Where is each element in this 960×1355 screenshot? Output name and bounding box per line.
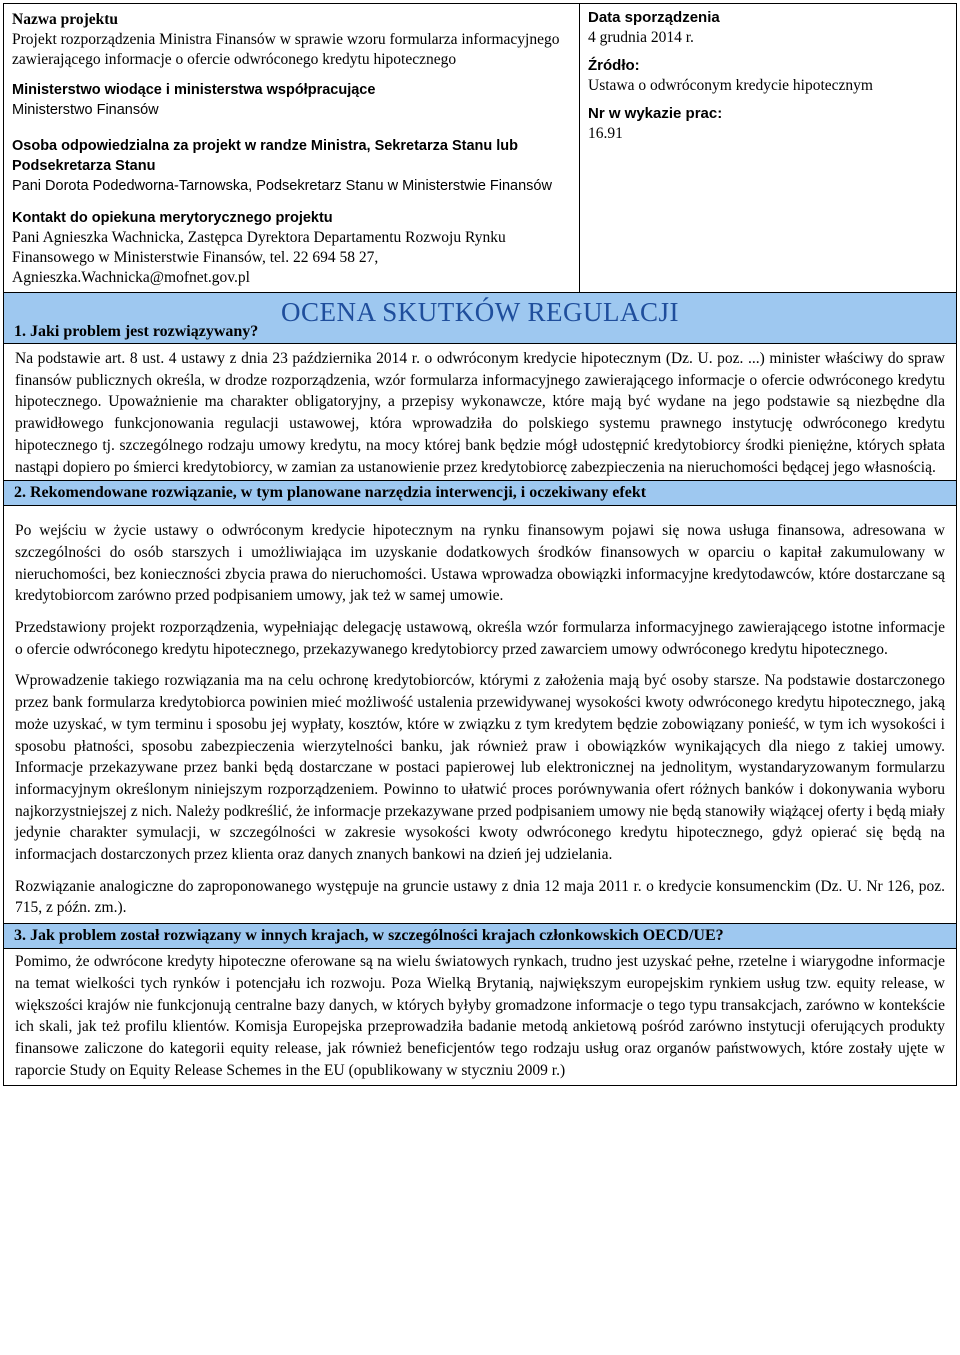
work-list-number-label: Nr w wykazie prac: [588, 105, 723, 122]
project-name-block [12, 10, 571, 70]
ministry-label: Ministerstwo wiodące i ministerstwa współpracujące [12, 82, 376, 98]
date-block [588, 8, 948, 48]
ministry-value: Ministerstwo Finansów [12, 102, 159, 118]
section-1-body [4, 344, 956, 480]
header-right-column [580, 4, 956, 292]
contact-value: Pani Agnieszka Wachnicka, Zastępca Dyrektora Departamentu Rozwoju Rynku Finansowego w Ministerstwie Finansów, tel. 22 694 58 27, Agnieszka.Wachnicka@mofnet.gov.pl [12, 229, 506, 286]
section-2-paragraph: Przedstawiony projekt rozporządzenia, wypełniając delegację ustawową, określa wzór formularza informacyjnego zawierającego istotne informacje o ofercie odwróconego kredytu hipotecznego, przekazywanego kredytobiorcy przed zawarciem umowy odwróconego kredytu hipotecznego. [15, 619, 945, 658]
date-value: 4 grudnia 2014 r. [588, 29, 694, 46]
header-left-column [4, 4, 580, 292]
section-2-paragraph: Po wejściu w życie ustawy o odwróconym kredycie hipotecznym na rynku finansowym pojawi się nowa usługa finansowa, adresowana w szczególności do osób starszych i umożliwiająca im uzyskanie dodatkowych środków finansowych w oparciu o kapitał zakumulowany w nieruchomości, bez konieczności zbycia prawa do nieruchomości. Ustawa wprowadza obowiązki informacyjne kredytodawców, które dostarczane są kredytobiorcom zarówno przed podpisaniem umowy, jak też w samej umowie. [15, 522, 945, 605]
project-name-value: Projekt rozporządzenia Ministra Finansów w sprawie wzoru formularza informacyjnego zawierającego informacje o ofercie odwróconego kredytu hipotecznego [12, 31, 560, 68]
responsible-person-value: Pani Dorota Podedworna-Tarnowska, Podsekretarz Stanu w Ministerstwie Finansów [12, 178, 552, 194]
section-1-text: Na podstawie art. 8 ust. 4 ustawy z dnia 23 października 2014 r. o odwróconym kredycie hipotecznym (Dz. U. poz. ...) minister właściwy do spraw finansów publicznych określa, w drodze rozporządzenia, wzór formularza informacyjnego zawierającego informacje o ofercie odwróconego kredytu hipotecznego. Upoważnienie ma charakter obligatoryjny, a przepisy wykonawcze, które mają być wydane na jego podstawie są niezbędne dla prawidłowego funkcjonowania regulacji ustawowej, która wprowadziła do polskiego systemu prawnego instytucję odwróconego kredytu hipotecznego tj. szczególnego rodzaju umowy kredytu, na mocy której bank będzie mógł udostępnić kredytobiorcy środki pieniężne, których spłata nastąpi dopiero po śmierci kredytobiorcy, w zamian za ustanowienie przez kredytobiorcę zabezpieczenia na nieruchomości będącej jego własnością. [15, 350, 945, 476]
assessment-banner [4, 293, 956, 344]
work-list-number-value: 16.91 [588, 125, 623, 142]
document-page [3, 3, 957, 1086]
section-1-title: 1. Jaki problem jest rozwiązywany? [14, 323, 259, 340]
responsible-person-block [12, 136, 571, 196]
section-2-body [4, 506, 956, 923]
section-2-title: 2. Rekomendowane rozwiązanie, w tym planowane narzędzia interwencji, i oczekiwany efekt [4, 480, 956, 506]
project-name-label: Nazwa projektu [12, 11, 119, 28]
section-2-paragraph: Rozwiązanie analogiczne do zaproponowanego występuje na gruncie ustawy z dnia 12 maja 2011 r. o kredycie konsumenckim (Dz. U. Nr 126, poz. 715, z późn. zm.). [15, 877, 945, 917]
section-2-paragraph: Wprowadzenie takiego rozwiązania ma na celu ochronę kredytobiorców, którymi z założenia mają być osoby starsze. Na podstawie dostarczonego przez bank formularza kredytobiorca powinien mieć możliwość ustalenia przewidywanej wysokości kwoty odwróconego kredytu hipotecznego, jaką może uzyskać, w tym terminu i sposobu jej wypłaty, kosztów, które w związku z tym kredytem będzie zobowiązany ponieść, w tym ich wysokości i sposobu płatności, sposobu zabezpieczenia wierzytelności banku, jak również praw i obowiązków wynikających dla niego z takiej umowy. Informacje przekazywane przez banki będą dostarczane w postaci papierowej lub elektronicznej na jednolitym, wystandaryzowanym formularzu informacyjnym określonym niniejszym rozporządzeniem. Powinno to ułatwić proces porównywania ofert różnych banków i dokonywania wyboru najkorzystniejszej z nich. Należy podkreślić, że informacje przekazywane przed podpisaniem umowy nie będą stanowiły wiążącej oferty i będą miały jedynie charakter symulacji, w szczególności w zakresie wysokości kwoty odwróconego kredytu hipotecznego, gdyż opierać się będą na informacjach dostarczonych przez klienta oraz danych znanych bankowi na dzień jej udzielania. [15, 672, 945, 864]
responsible-person-label: Osoba odpowiedzialna za projekt w randze Ministra, Sekretarza Stanu lub Podsekretarza Stanu [12, 138, 518, 174]
section-3-title: 3. Jak problem został rozwiązany w innych krajach, w szczególności krajach członkowskich OECD/UE? [4, 923, 956, 949]
date-label: Data sporządzenia [588, 9, 720, 26]
source-block [588, 56, 948, 96]
source-label: Źródło: [588, 57, 640, 74]
contact-label: Kontakt do opiekuna merytorycznego projektu [12, 210, 333, 226]
section-3-body [4, 949, 956, 1085]
ministry-block [12, 80, 571, 120]
source-value: Ustawa o odwróconym kredycie hipotecznym [588, 77, 873, 94]
section-3-text: Pomimo, że odwrócone kredyty hipoteczne oferowane są na wielu światowych rynkach, trudno jest uzyskać pełne, rzetelne i wiarygodne informacje na temat wielkości tych rynków i potencjału ich rozwoju. Poza Wielką Brytanią, największym europejskim rynkiem usług tzw. equity release, w większości krajów nie funkcjonują centralne bazy danych, w których byłyby gromadzone informacje o tego typu transakcjach, zarówno w kontekście ich skali, jak też profilu klientów. Komisja Europejska przeprowadziła badanie metodą ankietową pośród zarówno instytucji oferujących produkty finansowe zaliczone do kategorii equity release, jak również beneficjentów tego rodzaju usług oraz organów państwowych, które zostały ujęte w raporcie Study on Equity Release Schemes in the EU (opublikowany w styczniu 2009 r.) [15, 953, 945, 1079]
header-table [4, 4, 956, 293]
work-list-number-block [588, 104, 948, 144]
contact-block [12, 208, 571, 288]
assessment-title: OCENA SKUTKÓW REGULACJI [280, 297, 679, 327]
